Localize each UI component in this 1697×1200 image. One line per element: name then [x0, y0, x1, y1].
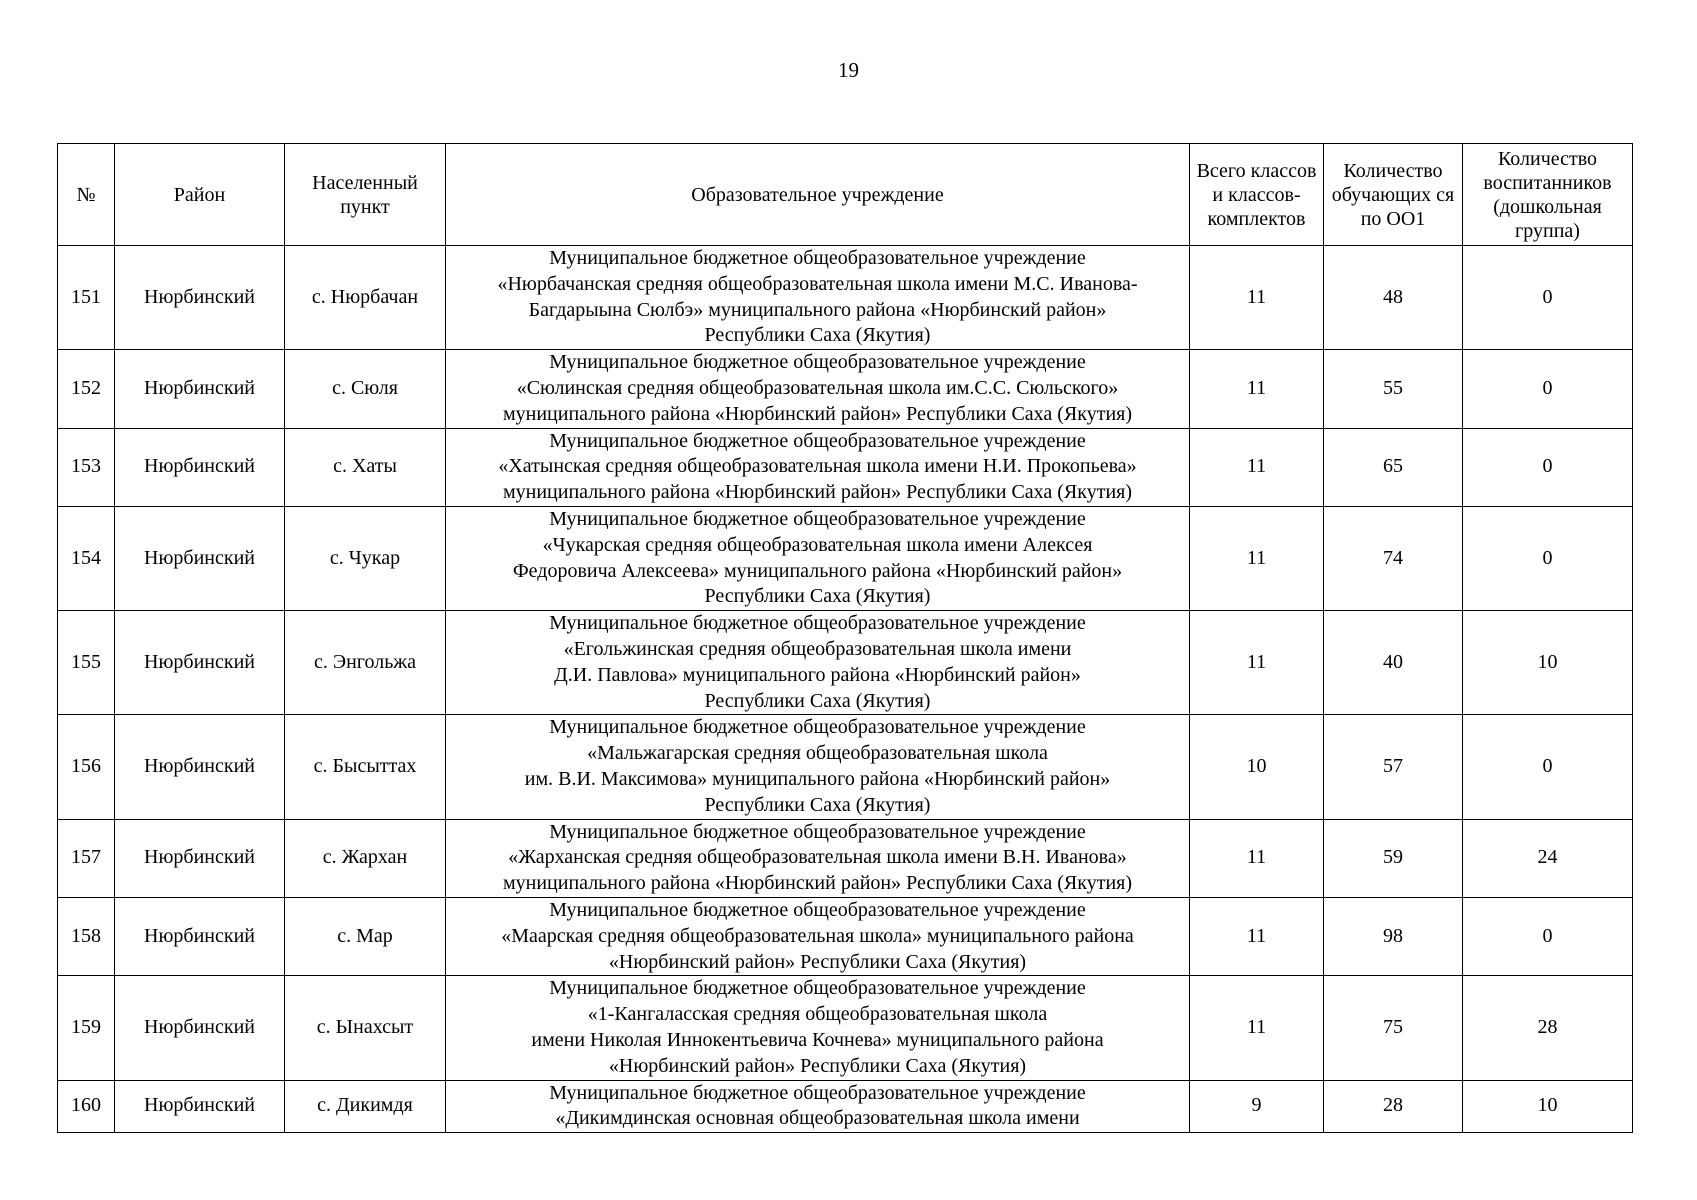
table-row — [58, 428, 1633, 506]
cell-institution: Муниципальное бюджетное общеобразовательное учреждение «Егольжинская средняя общеобразовательная школа имени Д.И. Павлова» муниципального района «Нюрбинский район» Республики Саха (Якутия) — [446, 611, 1190, 715]
cell-students: 48 — [1324, 246, 1463, 350]
cell-num: 151 — [58, 246, 115, 350]
cell-settlement: с. Жархан — [285, 819, 446, 897]
header-row — [58, 144, 1633, 246]
cell-classes: 11 — [1190, 611, 1324, 715]
cell-district: Нюрбинский — [115, 976, 285, 1080]
header-num: № — [58, 144, 115, 246]
cell-settlement: с. Дикимдя — [285, 1080, 446, 1133]
header-students: Количество обучающих ся по ОО1 — [1324, 144, 1463, 246]
cell-preschool: 0 — [1463, 428, 1633, 506]
cell-num: 153 — [58, 428, 115, 506]
cell-institution: Муниципальное бюджетное общеобразовательное учреждение «Мальжагарская средняя общеобразовательная школа им. В.И. Максимова» муниципального района «Нюрбинский район» Республики Саха (Якутия) — [446, 715, 1190, 819]
cell-institution: Муниципальное бюджетное общеобразовательное учреждение «Жарханская средняя общеобразовательная школа имени В.Н. Иванова» муниципального района «Нюрбинский район» Республики Саха (Якутия) — [446, 819, 1190, 897]
cell-preschool: 0 — [1463, 350, 1633, 428]
cell-students: 75 — [1324, 976, 1463, 1080]
cell-students: 28 — [1324, 1080, 1463, 1133]
table-row — [58, 897, 1633, 975]
cell-preschool: 0 — [1463, 246, 1633, 350]
cell-preschool: 0 — [1463, 715, 1633, 819]
cell-district: Нюрбинский — [115, 246, 285, 350]
cell-settlement: с. Чукар — [285, 506, 446, 610]
table-row — [58, 1080, 1633, 1133]
cell-preschool: 10 — [1463, 611, 1633, 715]
cell-num: 158 — [58, 897, 115, 975]
table-row — [58, 819, 1633, 897]
header-preschool: Количество воспитанников (дошкольная группа) — [1463, 144, 1633, 246]
cell-num: 152 — [58, 350, 115, 428]
table-header — [58, 144, 1633, 246]
cell-students: 98 — [1324, 897, 1463, 975]
cell-num: 154 — [58, 506, 115, 610]
cell-classes: 11 — [1190, 976, 1324, 1080]
table-row — [58, 611, 1633, 715]
cell-settlement: с. Нюрбачан — [285, 246, 446, 350]
table-body — [58, 246, 1633, 1133]
cell-district: Нюрбинский — [115, 428, 285, 506]
cell-num: 159 — [58, 976, 115, 1080]
cell-settlement: с. Энгольжа — [285, 611, 446, 715]
cell-preschool: 24 — [1463, 819, 1633, 897]
table-row — [58, 976, 1633, 1080]
header-district: Район — [115, 144, 285, 246]
cell-num: 155 — [58, 611, 115, 715]
page-number: 19 — [838, 58, 859, 82]
cell-students: 55 — [1324, 350, 1463, 428]
cell-num: 156 — [58, 715, 115, 819]
cell-classes: 11 — [1190, 428, 1324, 506]
cell-district: Нюрбинский — [115, 897, 285, 975]
cell-district: Нюрбинский — [115, 350, 285, 428]
header-institution: Образовательное учреждение — [446, 144, 1190, 246]
table-row — [58, 715, 1633, 819]
cell-institution: Муниципальное бюджетное общеобразовательное учреждение «Маарская средняя общеобразовательная школа» муниципального района «Нюрбинский район» Республики Саха (Якутия) — [446, 897, 1190, 975]
cell-district: Нюрбинский — [115, 819, 285, 897]
cell-settlement: с. Бысыттах — [285, 715, 446, 819]
header-classes: Всего классов и классов-комплектов — [1190, 144, 1324, 246]
header-settlement: Населенный пункт — [285, 144, 446, 246]
cell-institution: Муниципальное бюджетное общеобразовательное учреждение «Дикимдинская основная общеобразовательная школа имени — [446, 1080, 1190, 1133]
cell-preschool: 0 — [1463, 506, 1633, 610]
cell-classes: 9 — [1190, 1080, 1324, 1133]
cell-settlement: с. Мар — [285, 897, 446, 975]
cell-preschool: 28 — [1463, 976, 1633, 1080]
cell-num: 160 — [58, 1080, 115, 1133]
cell-students: 57 — [1324, 715, 1463, 819]
cell-students: 65 — [1324, 428, 1463, 506]
cell-students: 59 — [1324, 819, 1463, 897]
cell-classes: 11 — [1190, 350, 1324, 428]
cell-num: 157 — [58, 819, 115, 897]
cell-district: Нюрбинский — [115, 1080, 285, 1133]
cell-classes: 10 — [1190, 715, 1324, 819]
cell-preschool: 0 — [1463, 897, 1633, 975]
cell-institution: Муниципальное бюджетное общеобразовательное учреждение «Хатынская средняя общеобразовательная школа имени Н.И. Прокопьева» муниципального района «Нюрбинский район» Республики Саха (Якутия) — [446, 428, 1190, 506]
cell-institution: Муниципальное бюджетное общеобразовательное учреждение «Чукарская средняя общеобразовательная школа имени Алексея Федоровича Алексеева» муниципального района «Нюрбинский район» Республики Саха (Якутия) — [446, 506, 1190, 610]
cell-settlement: с. Хаты — [285, 428, 446, 506]
table-row — [58, 350, 1633, 428]
cell-district: Нюрбинский — [115, 506, 285, 610]
table-row — [58, 506, 1633, 610]
cell-institution: Муниципальное бюджетное общеобразовательное учреждение «Сюлинская средняя общеобразовательная школа им.С.С. Сюльского» муниципального района «Нюрбинский район» Республики Саха (Якутия) — [446, 350, 1190, 428]
cell-students: 74 — [1324, 506, 1463, 610]
table-row — [58, 246, 1633, 350]
cell-district: Нюрбинский — [115, 715, 285, 819]
cell-district: Нюрбинский — [115, 611, 285, 715]
cell-preschool: 10 — [1463, 1080, 1633, 1133]
cell-students: 40 — [1324, 611, 1463, 715]
cell-classes: 11 — [1190, 897, 1324, 975]
cell-institution: Муниципальное бюджетное общеобразовательное учреждение «Нюрбачанская средняя общеобразовательная школа имени М.С. Иванова- Багдарыына Сюлбэ» муниципального района «Нюрбинский район» Республики Саха (Якутия) — [446, 246, 1190, 350]
cell-classes: 11 — [1190, 819, 1324, 897]
cell-settlement: с. Ынахсыт — [285, 976, 446, 1080]
cell-classes: 11 — [1190, 506, 1324, 610]
cell-institution: Муниципальное бюджетное общеобразовательное учреждение «1-Кангаласская средняя общеобразовательная школа имени Николая Иннокентьевича Кочнева» муниципального района «Нюрбинский район» Республики Саха (Якутия) — [446, 976, 1190, 1080]
schools-table — [57, 143, 1633, 1133]
cell-settlement: с. Сюля — [285, 350, 446, 428]
cell-classes: 11 — [1190, 246, 1324, 350]
